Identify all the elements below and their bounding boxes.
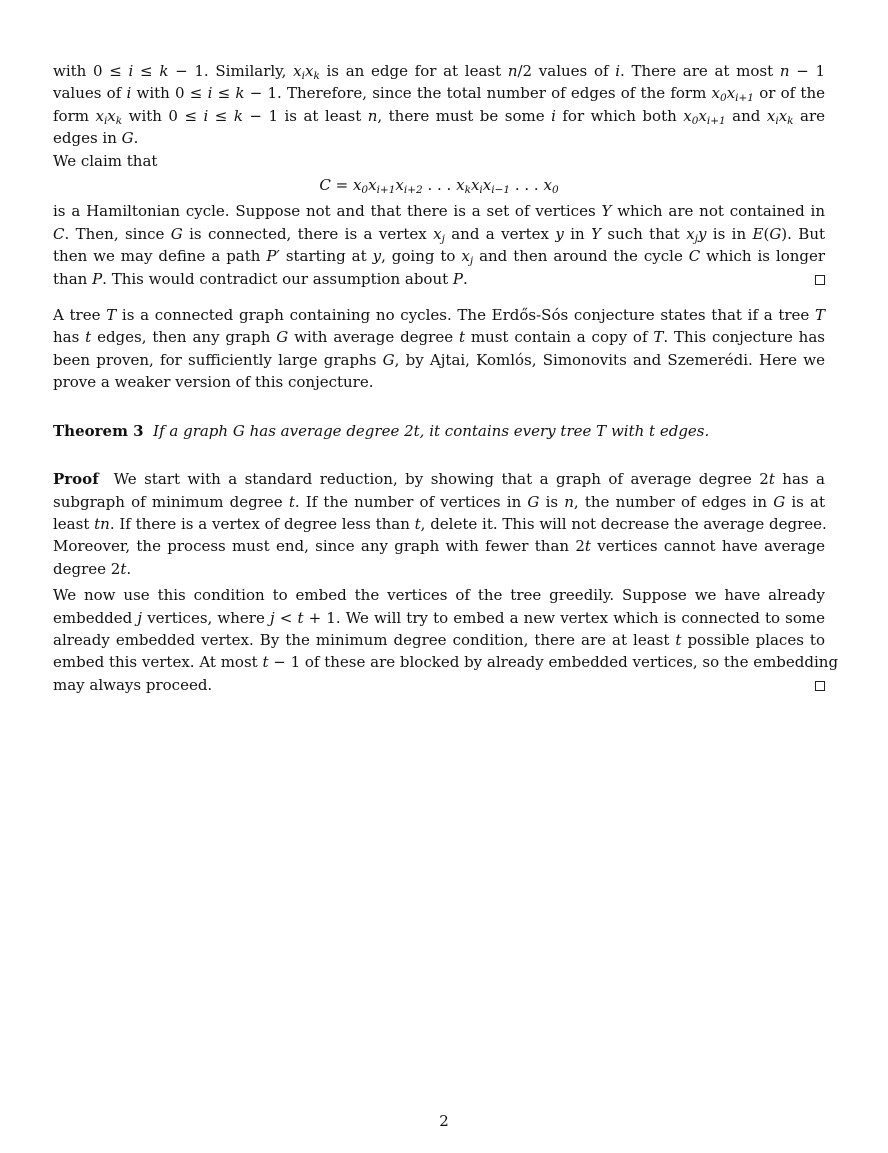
proof-label: Proof [53,470,99,489]
text-line: prove a weaker version of this conjecture. [53,373,374,392]
text-line: been proven, for sufficiently large graphs G, by Ajtai, Komlós, Simonovits and Szemerédi. Here we [53,350,825,369]
paragraph-greedy-embedding [53,584,839,696]
theorem-statement: If a graph G has average degree 2t, it contains every tree T with t edges. [153,421,710,440]
text-line: embed this vertex. At most t − 1 of these are blocked by already embedded vertices, so the embedding [53,653,839,672]
paper-page [53,60,839,696]
text-line: subgraph of minimum degree t. If the number of vertices in G is n, the number of edges in G is at [53,492,825,511]
page-number: 2 [439,1112,449,1130]
text-line: A tree T is a connected graph containing no cycles. The Erdős-Sós conjecture states that if a tree T [53,306,825,325]
text-line: Moreover, the process must end, since any graph with fewer than 2t vertices cannot have average [53,537,825,556]
text-line: C. Then, since G is connected, there is a vertex $x_j$ and a vertex y in Y such that $x_jy$ is in E(G). But [53,224,826,245]
text-line: values of i with 0 ≤ i ≤ k − 1. Therefore, since the total number of edges of the form $x_0x_{i+1}$ or of the [53,84,825,105]
paragraph-erdos-sos [53,304,825,394]
text-line: degree 2t. [53,559,132,578]
text-line: edges in G. [53,129,139,148]
qed-square-icon [815,681,825,691]
text-line: We now use this condition to embed the vertices of the tree greedily. Suppose we have already [53,586,825,605]
text-line: form $x_ix_k$ with 0 ≤ i ≤ k − 1 is at least n, there must be some i for which both $x_0x_{i+1}$ and $x_ix_k$ are [53,106,826,127]
text-line: least tn. If there is a vertex of degree less than t, delete it. This will not decrease the average degree. [53,514,827,533]
paragraph-hamiltonian [53,200,825,290]
text-line: is a Hamiltonian cycle. Suppose not and that there is a set of vertices Y which are not contained in [53,202,825,221]
text-line: embedded j vertices, where j < t + 1. We will try to embed a new vertex which is connected to some [53,608,825,627]
text-line: than P. This would contradict our assumption about P. [53,268,825,290]
qed-square-icon [815,275,825,285]
proof-paragraph [53,468,825,580]
text-line: has t edges, then any graph G with average degree t must contain a copy of T. This conjecture has [53,328,825,347]
text-line: with 0 ≤ i ≤ k − 1. Similarly, $x_ix_k$ is an edge for at least n/2 values of i. There are at most n − 1 [53,62,826,82]
text-line: then we may define a path P′ starting at y, going to $x_j$ and then around the cycle C which is longer [53,247,826,268]
claim-intro: We claim that [53,151,158,170]
display-equation: $C = x_0x_{i+1}x_{i+2}$ . . . $x_kx_ix_{i-1}$ . . . $x_0$ [319,176,559,197]
text-line: Proof We start with a standard reduction, by showing that a graph of average degree 2t has a [53,470,826,489]
paragraph-edges [53,60,825,150]
theorem-label: Theorem 3 [53,421,144,440]
text-line: already embedded vertex. By the minimum degree condition, there are at least t possible places to [53,630,825,649]
theorem-3 [53,420,825,442]
text-line: may always proceed. [53,674,825,696]
